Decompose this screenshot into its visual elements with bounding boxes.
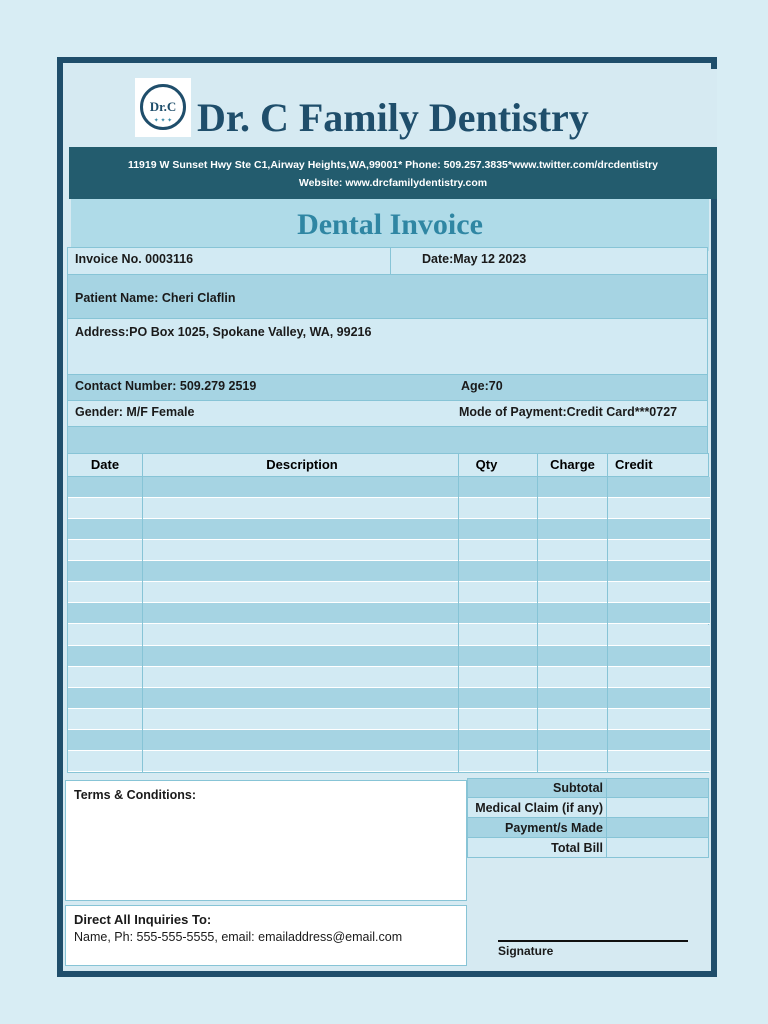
table-row[interactable] bbox=[68, 603, 710, 624]
patient-name-field[interactable] bbox=[67, 274, 708, 319]
summary-box bbox=[467, 778, 709, 858]
invoice-frame bbox=[57, 57, 717, 977]
invoice-title: Dental Invoice bbox=[71, 199, 709, 251]
col-divider bbox=[458, 454, 459, 772]
signature-line[interactable] bbox=[498, 940, 688, 942]
signature-label: Signature bbox=[498, 944, 554, 958]
table-row[interactable] bbox=[68, 519, 710, 540]
patient-address: Address:PO Box 1025, Spokane Valley, WA, 99216 bbox=[75, 325, 372, 339]
table-row[interactable] bbox=[68, 477, 710, 498]
clinic-address: 11919 W Sunset Hwy Ste C1,Airway Heights,WA,99001* Phone: 509.257.3835*www.twitter.com/drcdentistry bbox=[127, 159, 659, 171]
summary-divider bbox=[606, 778, 607, 858]
col-description-header: Description bbox=[266, 457, 338, 472]
medical-claim-label: Medical Claim (if any) bbox=[475, 801, 603, 815]
total-bill-label: Total Bill bbox=[551, 841, 603, 855]
clinic-website: Website: www.drcfamilydentistry.com bbox=[298, 177, 488, 189]
table-row[interactable] bbox=[68, 540, 710, 561]
col-credit-header: Credit bbox=[615, 457, 653, 472]
contact-row bbox=[67, 374, 708, 401]
terms-box[interactable] bbox=[65, 780, 467, 901]
col-divider bbox=[537, 454, 538, 772]
items-table bbox=[67, 453, 709, 773]
clinic-name: Dr. C Family Dentistry bbox=[197, 95, 589, 140]
invoice-date-field[interactable] bbox=[390, 247, 708, 275]
inquiries-box bbox=[65, 905, 467, 966]
table-header bbox=[68, 454, 708, 477]
payments-label: Payment/s Made bbox=[505, 821, 603, 835]
table-row[interactable] bbox=[68, 751, 710, 772]
col-date-header: Date bbox=[90, 457, 120, 472]
table-row[interactable] bbox=[68, 730, 710, 751]
terms-label: Terms & Conditions: bbox=[74, 788, 196, 802]
address-field[interactable] bbox=[67, 318, 708, 375]
table-body bbox=[68, 477, 708, 772]
col-divider bbox=[142, 454, 143, 772]
invoice-number: Invoice No. 0003116 bbox=[75, 252, 194, 266]
table-row[interactable] bbox=[68, 667, 710, 688]
logo-ring bbox=[140, 84, 186, 130]
col-divider bbox=[607, 454, 608, 772]
invoice-number-field[interactable] bbox=[67, 247, 391, 275]
logo-stars-icon: ✦ ✦ ✦ bbox=[153, 118, 173, 124]
patient-age[interactable]: Age:70 bbox=[461, 379, 503, 393]
table-row[interactable] bbox=[68, 688, 710, 709]
inquiries-contact: Name, Ph: 555-555-5555, email: emailaddress@email.com bbox=[74, 930, 403, 944]
table-row[interactable] bbox=[68, 625, 710, 646]
col-charge-header: Charge bbox=[550, 457, 595, 472]
table-row[interactable] bbox=[68, 646, 710, 667]
clinic-logo bbox=[135, 78, 191, 137]
logo-text: Dr.C bbox=[149, 99, 177, 114]
table-row[interactable] bbox=[68, 498, 710, 519]
invoice-date: Date:May 12 2023 bbox=[422, 252, 527, 266]
payment-mode[interactable]: Mode of Payment:Credit Card***0727 bbox=[459, 405, 678, 419]
gender-row bbox=[67, 400, 708, 427]
table-row[interactable] bbox=[68, 582, 710, 603]
table-row[interactable] bbox=[68, 561, 710, 582]
address-band bbox=[69, 147, 717, 199]
inquiries-label: Direct All Inquiries To: bbox=[74, 912, 212, 927]
patient-name: Patient Name: Cheri Claflin bbox=[75, 291, 236, 305]
contact-number[interactable]: Contact Number: 509.279 2519 bbox=[75, 379, 257, 393]
col-qty-header: Qty bbox=[475, 457, 498, 472]
spacer-band bbox=[67, 426, 708, 454]
patient-gender[interactable]: Gender: M/F Female bbox=[75, 405, 195, 419]
table-row[interactable] bbox=[68, 709, 710, 730]
subtotal-label: Subtotal bbox=[553, 781, 603, 795]
